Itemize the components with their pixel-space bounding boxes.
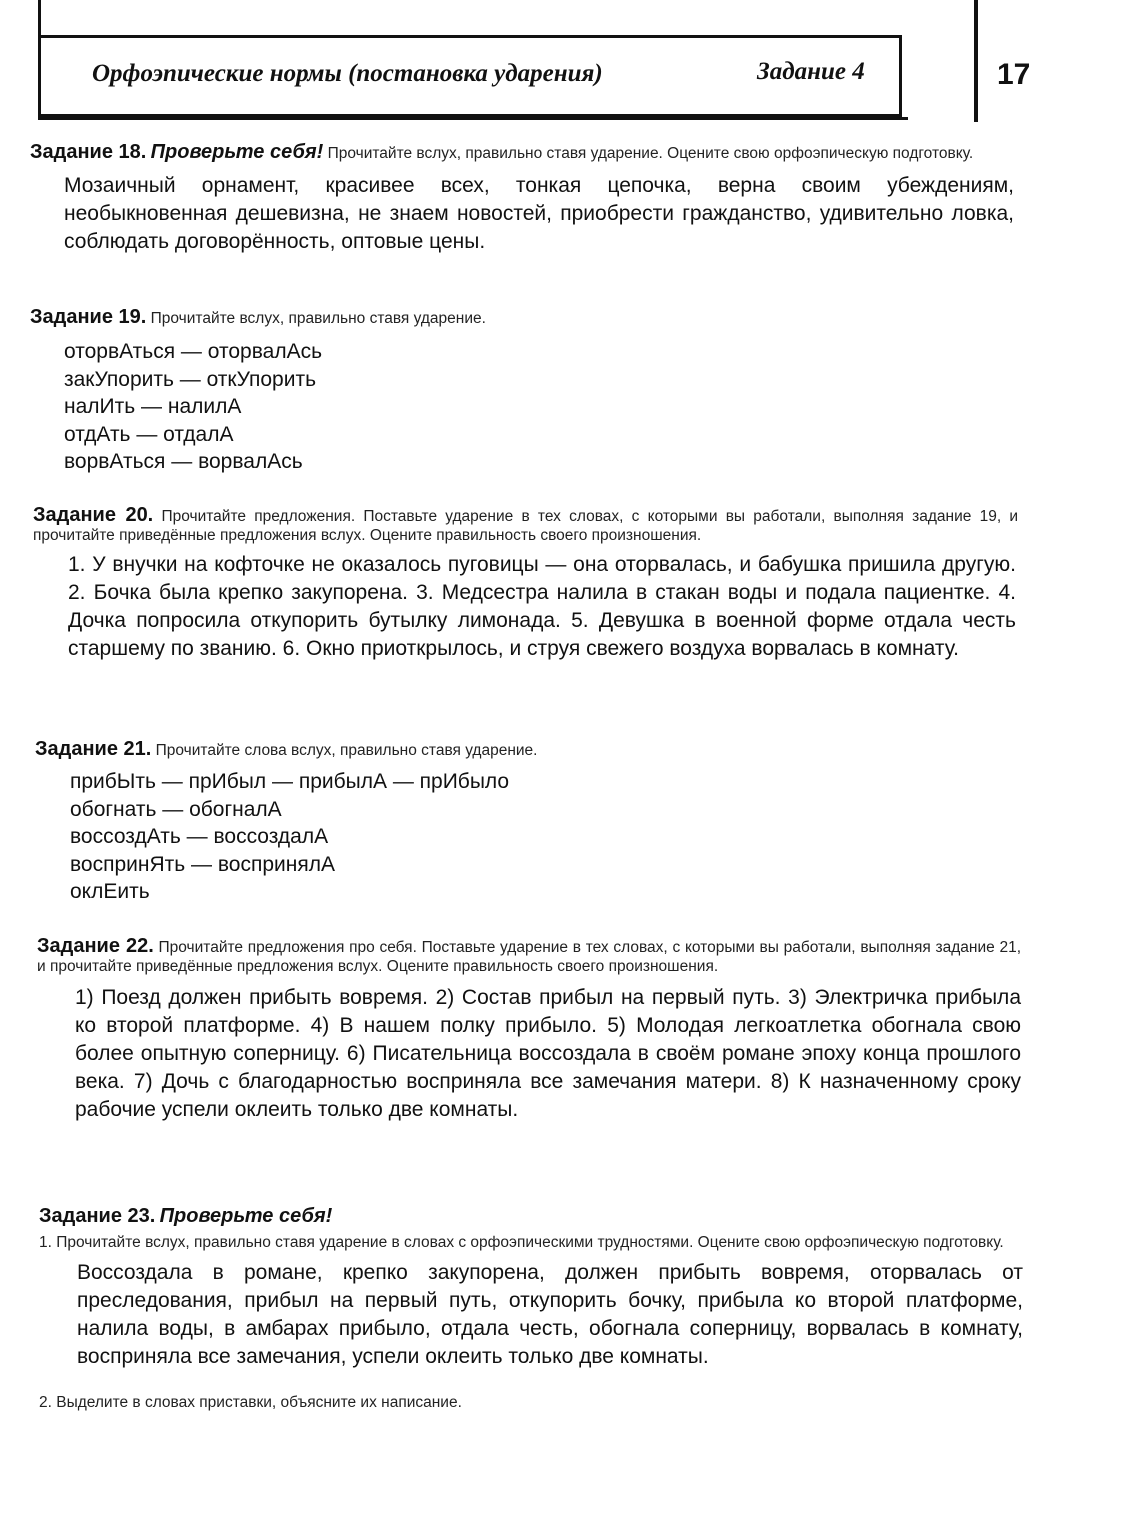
- task-19-heading: [30, 308, 1015, 328]
- header-bottom-rule: [38, 117, 908, 120]
- task-18-instruction: Прочитайте вслух, правильно ставя ударение. Оцените свою орфоэпическую подготовку.: [327, 145, 974, 162]
- task-18-emphasis: Проверьте себя!: [150, 141, 324, 163]
- task-23-item-2: 2. Выделите в словах приставки, объясните их написание.: [39, 1394, 462, 1411]
- task-19-word-list: [64, 338, 1015, 476]
- task-20-text: 1. У внучки на кофточке не оказалось пуговицы — она оторвалась, и бабушка пришила другую. 2. Бочка была крепко закупорена. 3. Медсестра налила в стакан воды и подала пациентке. 4. Дочка попросила откупорить бутылку лимонада. 5. Девушка в военной форме отдала честь старшему по званию. 6. Окно приоткрылось, и струя свежего воздуха ворвалась в комнату.: [68, 553, 1016, 660]
- task-21-heading: [35, 740, 1020, 760]
- list-item: обогнать — обогналА: [70, 797, 282, 821]
- task-23-heading: [39, 1207, 1023, 1227]
- task-18-text: Мозаичный орнамент, красивее всех, тонкая цепочка, верна своим убеждениям, необыкновенная дешевизна, не знаем новостей, приобрести гражданство, удивительно ловка, соблюдать договорённость, оптовые цены.: [64, 174, 1014, 253]
- task-23-text: Воссоздала в романе, крепко закупорена, должен прибыть вовремя, оторвалась от преследования, прибыл на первый путь, откупорить бочку, прибыла ко второй платформе, налила воды, в амбарах прибыло, отдала честь, обогнала соперницу, ворвалась в комнату, восприняла все замечания, успели оклеить только две комнаты.: [77, 1261, 1023, 1368]
- task-23-item-1: 1. Прочитайте вслух, правильно ставя ударение в словах с орфоэпическими трудностями. Оцените свою орфоэпическую подготовку.: [39, 1234, 1004, 1251]
- task-22-label: Задание 22.: [37, 935, 154, 957]
- task-22-text: 1) Поезд должен прибыть вовремя. 2) Состав прибыл на первый путь. 3) Электричка прибыла ко второй платформе. 4) В нашем полку прибыло. 5) Молодая легкоатлетка обогнала свою более опытную соперницу. 6) Писательница воссоздала в своём романе эпоху конца прошлого века. 7) Дочь с благодарностью восприняла все замечания матери. 8) К назначенному сроку рабочие успели оклеить только две комнаты.: [75, 986, 1021, 1121]
- section-task-ref: Задание 4: [757, 58, 865, 85]
- task-20-instruction: Прочитайте предложения. Поставьте ударение в тех словах, с которыми вы работали, выполняя задание 19, и прочитайте приведённые предложения вслух. Оцените правильность своего произношения.: [33, 508, 1019, 544]
- task-21-instruction: Прочитайте слова вслух, правильно ставя ударение.: [155, 742, 538, 759]
- list-item: прибЫть — прИбыл — прибылА — прИбыло: [70, 770, 510, 793]
- header-left-rule: [38, 0, 41, 40]
- task-21-word-list: [70, 768, 1020, 906]
- list-item: налИть — налилА: [64, 395, 242, 418]
- task-18-heading: [30, 143, 1015, 163]
- task-21-label: Задание 21.: [35, 738, 152, 760]
- task-18-label: Задание 18.: [30, 141, 147, 163]
- page-edge-rule: [974, 0, 978, 122]
- task-19-label: Задание 19.: [30, 306, 147, 328]
- task-20-heading: [33, 506, 1018, 545]
- section-title: Орфоэпические нормы (постановка ударения): [92, 60, 603, 87]
- task-22: [37, 937, 1021, 1124]
- list-item: закУпорить — откУпорить: [64, 367, 317, 391]
- list-item: воспринЯть — воспринялА: [70, 852, 335, 876]
- page-number: 17: [997, 58, 1031, 91]
- list-item: ворвАться — ворвалАсь: [64, 450, 303, 473]
- task-22-heading: [37, 937, 1021, 976]
- task-20: [33, 506, 1018, 663]
- task-22-instruction: Прочитайте предложения про себя. Поставьте ударение в тех словах, с которыми вы работали, выполняя задание 21, и прочитайте приведённые предложения вслух. Оцените правильность своего произношения.: [37, 939, 1022, 975]
- list-item: воссоздАть — воссоздалА: [70, 825, 329, 848]
- task-21: [35, 740, 1020, 906]
- list-item: оклЕить: [70, 880, 150, 903]
- task-23-label: Задание 23.: [39, 1205, 156, 1227]
- list-item: оторвАться — оторвалАсь: [64, 340, 323, 363]
- task-19: [30, 308, 1015, 476]
- list-item: отдАть — отдалА: [64, 422, 234, 446]
- task-19-instruction: Прочитайте вслух, правильно ставя ударение.: [150, 310, 486, 327]
- task-20-label: Задание 20.: [33, 504, 154, 526]
- task-23: [39, 1207, 1023, 1412]
- task-18: [30, 143, 1015, 256]
- task-23-emphasis: Проверьте себя!: [159, 1205, 333, 1227]
